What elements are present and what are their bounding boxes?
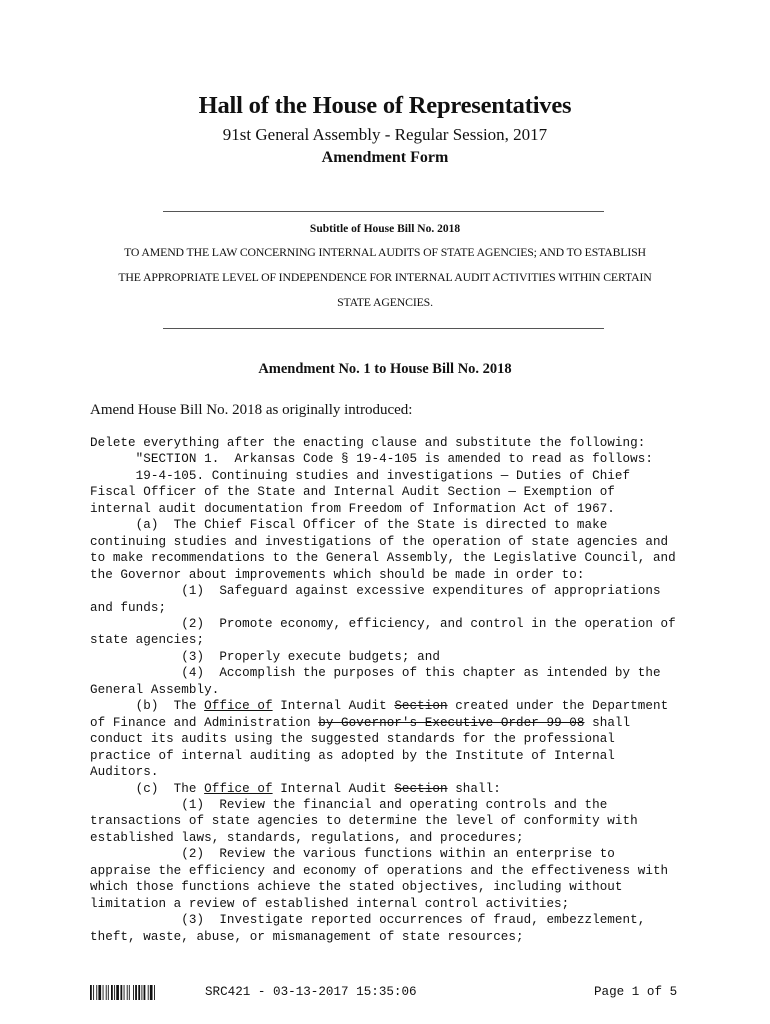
body-line: theft, waste, abuse, or mismanagement of state resources; [90, 929, 524, 944]
body-line: to make recommendations to the General Assembly, the Legislative Council, and [90, 551, 676, 566]
body-line: the Governor about improvements which should be made in order to: [90, 567, 585, 582]
inserted-text: Office of [204, 699, 273, 714]
body-line: (1) Review the financial and operating controls and the [90, 797, 608, 812]
subtitle-line: TO AMEND THE LAW CONCERNING INTERNAL AUDITS OF STATE AGENCIES; AND TO ESTABLISH [124, 245, 646, 259]
form-label: Amendment Form [321, 149, 449, 166]
body-line: internal audit documentation from Freedom of Information Act of 1967. [90, 501, 615, 516]
barcode-bar [138, 985, 140, 1000]
divider-top [163, 211, 604, 212]
body-line: practice of internal auditing as adopted by the Institute of Internal [90, 748, 615, 763]
body-line: Delete everything after the enacting clause and substitute the following: [90, 436, 646, 450]
body-line [90, 715, 690, 731]
text-run: shall [584, 715, 631, 730]
body-line: "SECTION 1. Arkansas Code § 19-4-105 is amended to read as follows: [90, 452, 653, 467]
barcode-bar [154, 985, 155, 1000]
session-line: 91st General Assembly - Regular Session, 2017 [222, 125, 548, 144]
barcode-bar [133, 985, 134, 1000]
subtitle-line: STATE AGENCIES. [337, 295, 433, 309]
barcode-bar [98, 985, 101, 1000]
barcode-bar [96, 985, 97, 1000]
barcode-bar [111, 985, 113, 1000]
barcode-bar [90, 985, 92, 1000]
body-line [90, 781, 690, 797]
barcode-icon [90, 985, 180, 1000]
text-run: Internal Audit [272, 699, 395, 714]
body-line: Auditors. [90, 765, 159, 780]
barcode-bar [116, 985, 119, 1000]
page-number: Page 1 of 5 [594, 985, 678, 999]
body-line: (2) Review the various functions within an enterprise to [90, 847, 615, 862]
barcode-bar [103, 985, 104, 1000]
text-run: of Finance and Administration [90, 715, 319, 730]
body-line: state agencies; [90, 633, 205, 648]
text-run: (c) The [90, 781, 205, 796]
barcode-bar [124, 985, 125, 1000]
amendment-body [90, 435, 690, 945]
text-run: (b) The [90, 699, 205, 714]
body-line: (2) Promote economy, efficiency, and control in the operation of [90, 616, 676, 631]
body-line: (3) Investigate reported occurrences of fraud, embezzlement, [90, 913, 646, 928]
subtitle-text [88, 240, 682, 315]
body-line: transactions of state agencies to determine the level of conformity with [90, 814, 638, 829]
text-run: Internal Audit [272, 781, 395, 796]
body-line: (a) The Chief Fiscal Officer of the State is directed to make [90, 518, 608, 533]
barcode-bar [106, 985, 107, 1000]
document-title: Hall of the House of Representatives [198, 92, 572, 119]
subtitle-heading: Subtitle of House Bill No. 2018 [309, 223, 461, 235]
body-line: (1) Safeguard against excessive expenditures of appropriations [90, 584, 661, 599]
barcode-bar [114, 985, 115, 1000]
barcode-bar [135, 985, 137, 1000]
body-line: General Assembly. [90, 682, 220, 697]
deleted-text: Section [394, 781, 448, 796]
body-line: (4) Accomplish the purposes of this chapter as intended by the [90, 666, 661, 681]
barcode-bar [150, 985, 153, 1000]
barcode-bar [93, 985, 94, 1000]
barcode-bar [141, 985, 142, 1000]
body-line [90, 698, 690, 714]
barcode-bar [127, 985, 128, 1000]
body-line: appraise the efficiency and economy of operations and the effectiveness with [90, 863, 669, 878]
document-id: SRC421 - 03-13-2017 15:35:06 [205, 985, 417, 999]
body-line: conduct its audits using the suggested standards for the professional [90, 732, 615, 747]
body-line: 19-4-105. Continuing studies and investigations — Duties of Chief [90, 468, 631, 483]
body-line: limitation a review of established internal control activities; [90, 896, 570, 911]
amendment-heading: Amendment No. 1 to House Bill No. 2018 [258, 361, 512, 377]
text-run: shall: [447, 781, 501, 796]
divider-bottom [163, 328, 604, 329]
body-line: continuing studies and investigations of the operation of state agencies and [90, 534, 669, 549]
text-run: created under the Department [447, 699, 669, 714]
amendment-intro: Amend House Bill No. 2018 as originally introduced: [90, 402, 413, 418]
subtitle-line: THE APPROPRIATE LEVEL OF INDEPENDENCE FOR INTERNAL AUDIT ACTIVITIES WITHIN CERTAIN [118, 270, 652, 284]
body-line: and funds; [90, 600, 167, 615]
body-line: (3) Properly execute budgets; and [90, 649, 440, 664]
barcode-bar [120, 985, 122, 1000]
inserted-text: Office of [204, 781, 273, 796]
body-line: which those functions achieve the stated objectives, including without [90, 880, 623, 895]
deleted-text: by Governor's Executive Order 99-08 [318, 715, 585, 730]
barcode-bar [129, 985, 130, 1000]
barcode-bar [148, 985, 149, 1000]
body-line: established laws, standards, regulations, and procedures; [90, 830, 524, 845]
barcode-bar [144, 985, 146, 1000]
body-line: Fiscal Officer of the State and Internal Audit Section — Exemption of [90, 485, 615, 500]
barcode-bar [108, 985, 109, 1000]
deleted-text: Section [394, 699, 448, 714]
